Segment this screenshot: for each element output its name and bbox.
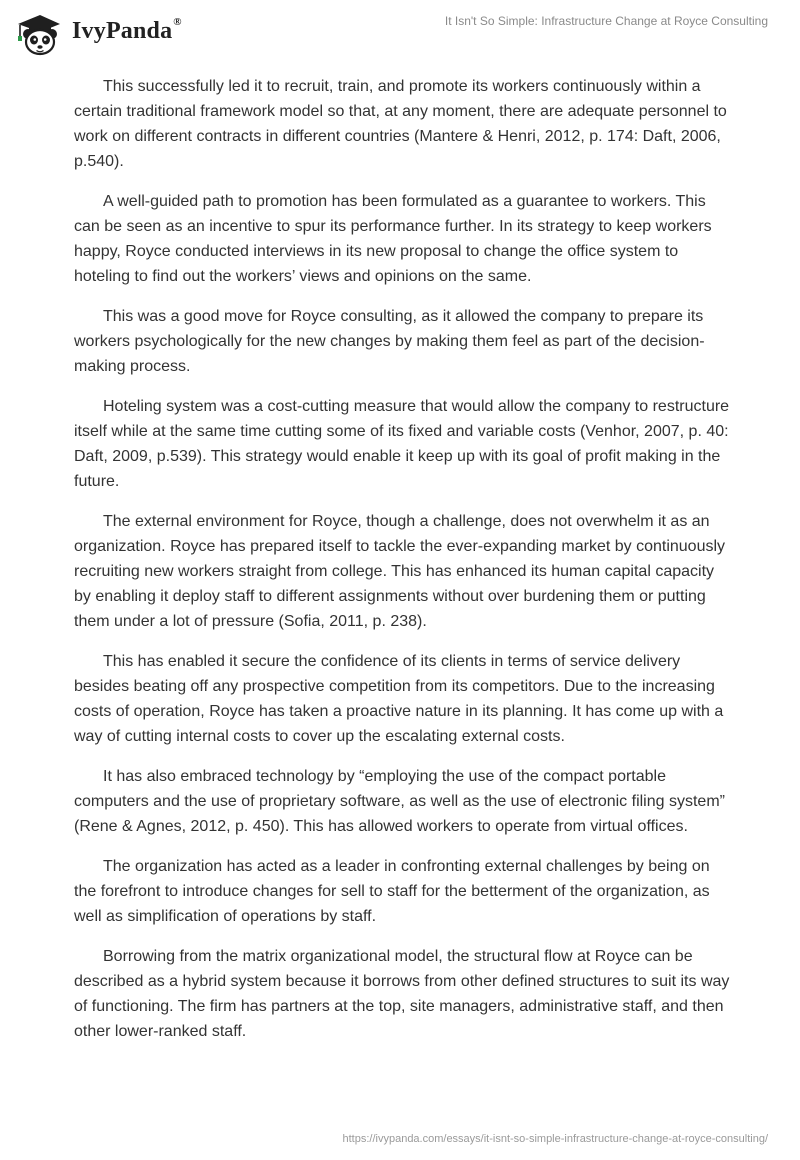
essay-paragraph: A well-guided path to promotion has been formulated as a guarantee to workers. This can be seen as an incentive to spur its performance further. In its strategy to keep workers happy, Royce conducted interviews in its new proposal to change the office system to hoteling to find out the workers’ views and opinions on the same. xyxy=(74,193,712,285)
essay-body xyxy=(74,74,734,1059)
essay-paragraph: The organization has acted as a leader in confronting external challenges by being on the forefront to introduce changes for sell to staff for the betterment of the organization, as well as simplification of operations by staff. xyxy=(74,858,710,925)
brand-text: IvyPanda xyxy=(72,18,173,44)
trademark-symbol: ® xyxy=(173,16,182,28)
document-title: It Isn't So Simple: Infrastructure Change at Royce Consulting xyxy=(444,14,768,28)
essay-paragraph: Hoteling system was a cost-cutting measure that would allow the company to restructure itself while at the same time cutting some of its fixed and variable costs (Venhor, 2007, p. 40: Daft, 2009, p.539). This strategy would enable it keep up with its goal of profit making in the future. xyxy=(74,398,730,490)
page-header xyxy=(0,0,800,60)
essay-paragraph: It has also embraced technology by “employing the use of the compact portable computers and the use of proprietary software, as well as the use of electronic filing system” (Rene & Agnes, 2012, p. 450). This has allowed workers to operate from virtual offices. xyxy=(74,768,725,835)
panda-graduate-icon[interactable] xyxy=(14,10,62,56)
source-url[interactable]: https://ivypanda.com/essays/it-isnt-so-simple-infrastructure-change-at-royce-consulting/ xyxy=(342,1133,768,1145)
essay-paragraph: The external environment for Royce, though a challenge, does not overwhelm it as an organization. Royce has prepared itself to tackle the ever-expanding market by continuously recruiting new workers straight from college. This has enhanced its human capital capacity by enabling it deploy staff to different assignments without over burdening them or putting them under a lot of pressure (Sofia, 2011, p. 238). xyxy=(74,513,726,630)
essay-paragraph: This was a good move for Royce consulting, as it allowed the company to prepare its workers psychologically for the new changes by making them feel as part of the decision-making process. xyxy=(74,308,705,375)
essay-paragraph: Borrowing from the matrix organizational model, the structural flow at Royce can be described as a hybrid system because it borrows from other defined structures to suit its way of functioning. The firm has partners at the top, site managers, administrative staff, and then other lower-ranked staff. xyxy=(74,948,730,1040)
brand-name[interactable] xyxy=(72,18,182,45)
essay-paragraph: This successfully led it to recruit, train, and promote its workers continuously within a certain traditional framework model so that, at any moment, there are adequate personnel to work on different contracts in different countries (Mantere & Henri, 2012, p. 174: Daft, 2006, p.540). xyxy=(74,78,727,170)
essay-paragraph: This has enabled it secure the confidence of its clients in terms of service delivery besides beating off any prospective competition from its competitors. Due to the increasing costs of operation, Royce has taken a proactive nature in its planning. It has come up with a way of cutting internal costs to cover up the escalating external costs. xyxy=(74,653,724,745)
